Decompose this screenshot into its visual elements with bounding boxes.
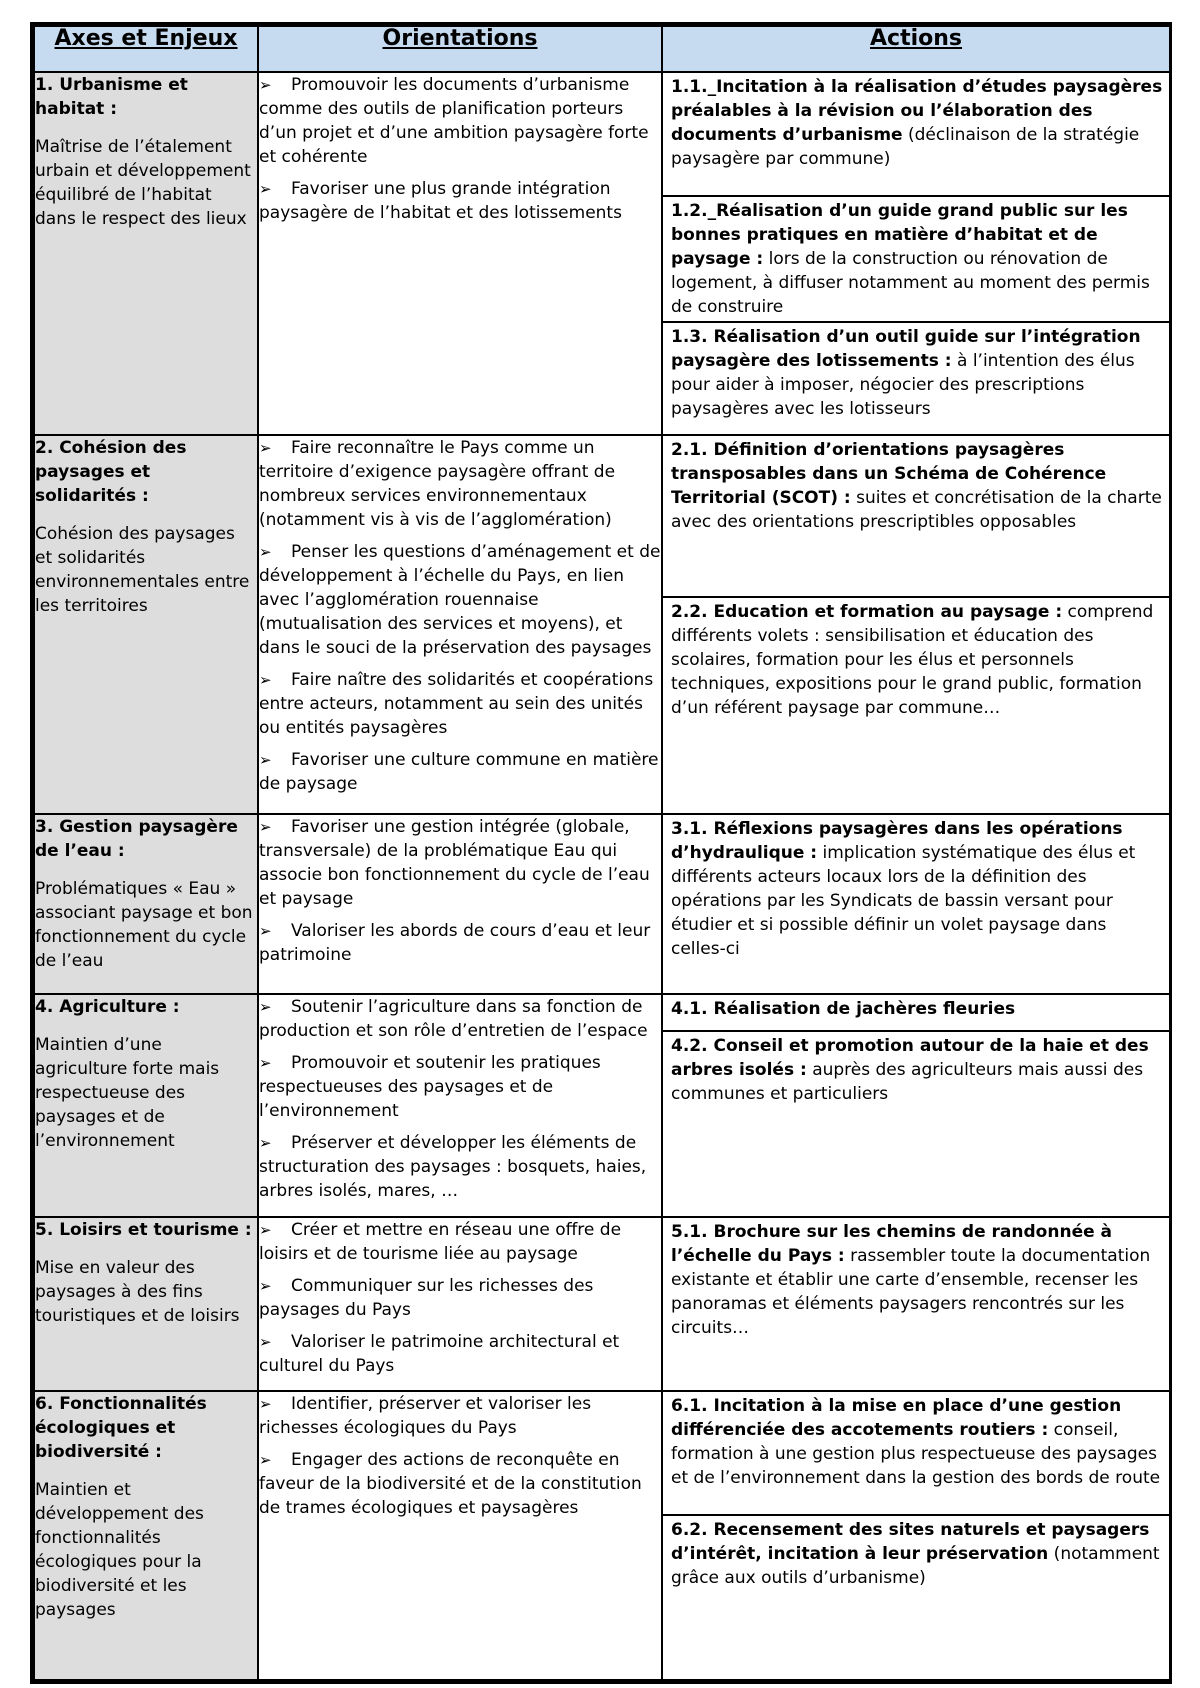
axis-title: 1. Urbanisme et habitat : — [35, 75, 188, 119]
action-title: 1.2._Réalisation d’un guide grand public sur les bonnes pratiques en matière d’habitat et de paysage : — [671, 201, 1128, 269]
orientation-item — [259, 73, 661, 169]
axis-cell — [34, 72, 258, 435]
arrow-bullet-icon: ➢ — [259, 750, 272, 769]
action-detail: auprès des agriculteurs mais aussi des communes et particuliers — [671, 1059, 1144, 1104]
axis-title: 3. Gestion paysagère de l’eau : — [35, 816, 238, 861]
actions-cell — [662, 994, 1170, 1217]
table-row — [34, 1391, 1170, 1680]
header-orientations: Orientations — [258, 26, 662, 72]
header-row — [34, 26, 1170, 72]
axis-cell — [34, 1217, 258, 1391]
axis-description: Maîtrise de l’étalement urbain et développement équilibré de l’habitat dans le respect des lieux — [35, 137, 251, 229]
arrow-bullet-icon: ➢ — [259, 1053, 272, 1072]
orientation-item — [259, 1448, 661, 1520]
action-detail: à l’intention des élus pour aider à imposer, négocier des prescriptions paysagères avec les lotisseurs — [671, 351, 1135, 419]
orientation-item — [259, 1274, 661, 1322]
orientation-item — [259, 540, 661, 660]
orientation-item — [259, 668, 661, 740]
orientation-item — [259, 995, 661, 1043]
axis-title: 4. Agriculture : — [35, 996, 180, 1017]
orientation-item — [259, 919, 661, 967]
header-actions: Actions — [662, 26, 1170, 72]
orientation-item — [259, 1131, 661, 1203]
action-detail: lors de la construction ou rénovation de logement, à diffuser notamment au moment des permis de construire — [671, 249, 1150, 317]
action-title: 6.2. Recensement des sites naturels et paysagers d’intérêt, incitation à leur préservation — [671, 1520, 1150, 1565]
action-title: 4.2. Conseil et promotion autour de la haie et des arbres isolés : — [671, 1035, 1149, 1080]
actions-cell — [662, 1217, 1170, 1391]
action-title: 1.1._Incitation à la réalisation d’études paysagères préalables à la révision ou l’élaboration des documents d’urbanisme — [671, 77, 1163, 145]
table-row — [34, 435, 1170, 814]
table-row — [34, 814, 1170, 994]
orientations-cell — [258, 1217, 662, 1391]
orientation-text: Favoriser une culture commune en matière de paysage — [259, 749, 659, 794]
orientation-item — [259, 1051, 661, 1123]
orientation-text: Faire naître des solidarités et coopérations entre acteurs, notamment au sein des unités ou entités paysagères — [259, 669, 654, 738]
axis-cell — [34, 1391, 258, 1680]
arrow-bullet-icon: ➢ — [259, 1451, 272, 1470]
action-item — [663, 1392, 1169, 1516]
action-title: 3.1. Réflexions paysagères dans les opérations d’hydraulique : — [671, 818, 1123, 863]
orientation-text: Préserver et développer les éléments de structuration des paysages : bosquets, haies, arbres isolés, mares, … — [259, 1132, 647, 1201]
action-item — [663, 1032, 1169, 1201]
arrow-bullet-icon: ➢ — [259, 542, 272, 561]
axis-description: Mise en valeur des paysages à des fins touristiques et de loisirs — [35, 1258, 240, 1327]
axis-title: 6. Fonctionnalités écologiques et biodiversité : — [35, 1394, 207, 1463]
orientation-text: Engager des actions de reconquête en faveur de la biodiversité et de la constitution de trames écologiques et paysagères — [259, 1450, 642, 1519]
action-item — [663, 323, 1169, 425]
axis-description: Cohésion des paysages et solidarités environnementales entre les territoires — [35, 523, 250, 616]
arrow-bullet-icon: ➢ — [259, 76, 272, 94]
orientation-item — [259, 815, 661, 911]
action-item — [663, 1516, 1169, 1672]
action-item — [663, 598, 1169, 782]
arrow-bullet-icon: ➢ — [259, 997, 272, 1016]
axis-description: Problématiques « Eau » associant paysage et bon fonctionnement du cycle de l’eau — [35, 878, 253, 971]
orientation-text: Favoriser une plus grande intégration paysagère de l’habitat et des lotissements — [259, 179, 622, 223]
action-detail: rassembler toute la documentation existante et établir une carte d’ensemble, recenser les panoramas et éléments paysagers rencontrés sur les circuits… — [671, 1246, 1151, 1339]
actions-cell — [662, 72, 1170, 435]
orientation-item — [259, 1330, 661, 1378]
orientation-text: Penser les questions d’aménagement et de développement à l’échelle du Pays, en lien avec l’agglomération rouennaise (mutualisation des services et moyens), et dans le souci de la préservation des paysages — [259, 541, 661, 658]
orientation-item — [259, 177, 661, 225]
action-detail: implication systématique des élus et différents acteurs locaux lors de la définition des opérations par les Syndicats de bassin versant pour étudier et si possible définir un volet paysage dans celles-ci — [671, 842, 1136, 959]
orientation-text: Créer et mettre en réseau une offre de loisirs et de tourisme liée au paysage — [259, 1220, 622, 1265]
landscape-charter-table — [33, 25, 1171, 1681]
axis-description: Maintien et développement des fonctionnalités écologiques pour la biodiversité et les paysages — [35, 1480, 204, 1621]
arrow-bullet-icon: ➢ — [259, 1277, 272, 1296]
axis-cell — [34, 435, 258, 814]
arrow-bullet-icon: ➢ — [259, 1221, 272, 1240]
action-title: 5.1. Brochure sur les chemins de randonnée à l’échelle du Pays : — [671, 1222, 1113, 1267]
orientation-text: Soutenir l’agriculture dans sa fonction de production et son rôle d’entretien de l’espace — [259, 996, 648, 1041]
arrow-bullet-icon: ➢ — [259, 817, 272, 836]
action-detail: (notamment grâce aux outils d’urbanisme) — [671, 1544, 1160, 1589]
action-title: 4.1. Réalisation de jachères fleuries — [671, 998, 1016, 1019]
orientation-text: Communiquer sur les richesses des paysages du Pays — [259, 1276, 594, 1321]
action-item — [663, 436, 1169, 598]
action-detail: comprend différents volets : sensibilisation et éducation des scolaires, formation pour les élus et personnels techniques, expositions pour le grand public, formation d’un référent paysage par commune… — [671, 601, 1154, 718]
table-row — [34, 1217, 1170, 1391]
table-body — [34, 72, 1170, 1680]
table-row — [34, 72, 1170, 435]
orientation-text: Valoriser le patrimoine architectural et culturel du Pays — [259, 1332, 620, 1377]
action-item — [663, 73, 1169, 197]
orientation-item — [259, 1392, 661, 1440]
action-title: 2.2. Education et formation au paysage : — [671, 601, 1063, 622]
actions-cell — [662, 814, 1170, 994]
arrow-bullet-icon: ➢ — [259, 1333, 272, 1352]
action-detail: conseil, formation à une gestion plus respectueuse des paysages et de l’environnement dans la gestion des bords de route — [671, 1420, 1161, 1489]
orientations-cell — [258, 994, 662, 1217]
arrow-bullet-icon: ➢ — [259, 670, 272, 689]
orientation-text: Faire reconnaître le Pays comme un territoire d’exigence paysagère offrant de nombreux services environnementaux (notamment vis à vis de l’agglomération) — [259, 437, 616, 530]
orientations-cell — [258, 1391, 662, 1680]
orientation-text: Valoriser les abords de cours d’eau et leur patrimoine — [259, 920, 651, 965]
orientation-text: Identifier, préserver et valoriser les richesses écologiques du Pays — [259, 1394, 592, 1439]
orientation-text: Promouvoir et soutenir les pratiques respectueuses des paysages et de l’environnement — [259, 1052, 601, 1121]
axis-title: 2. Cohésion des paysages et solidarités : — [35, 437, 187, 506]
action-title: 1.3. Réalisation d’un outil guide sur l’intégration paysagère des lotissements : — [671, 327, 1141, 371]
orientations-cell — [258, 814, 662, 994]
arrow-bullet-icon: ➢ — [259, 921, 272, 940]
action-title: 2.1. Définition d’orientations paysagères transposables dans un Schéma de Cohérence Territorial (SCOT) : — [671, 439, 1107, 508]
actions-cell — [662, 1391, 1170, 1680]
orientation-text: Favoriser une gestion intégrée (globale, transversale) de la problématique Eau qui associe bon fonctionnement du cycle de l’eau et paysage — [259, 816, 650, 909]
actions-cell — [662, 435, 1170, 814]
orientation-item — [259, 748, 661, 796]
document-frame — [30, 22, 1172, 1684]
arrow-bullet-icon: ➢ — [259, 180, 272, 198]
orientation-item — [259, 436, 661, 532]
action-item — [663, 815, 1169, 989]
axis-description: Maintien d’une agriculture forte mais respectueuse des paysages et de l’environnement — [35, 1034, 220, 1151]
arrow-bullet-icon: ➢ — [259, 1133, 272, 1152]
axis-cell — [34, 814, 258, 994]
orientations-cell — [258, 435, 662, 814]
header-axes: Axes et Enjeux — [34, 26, 258, 72]
action-detail: suites et concrétisation de la charte avec des orientations prescriptibles opposables — [671, 487, 1162, 532]
table-row — [34, 994, 1170, 1217]
arrow-bullet-icon: ➢ — [259, 438, 272, 457]
axis-title: 5. Loisirs et tourisme : — [35, 1220, 252, 1241]
arrow-bullet-icon: ➢ — [259, 1395, 272, 1414]
axis-cell — [34, 994, 258, 1217]
action-item — [663, 1218, 1169, 1380]
action-item — [663, 995, 1169, 1032]
action-title: 6.1. Incitation à la mise en place d’une gestion différenciée des accotements routiers : — [671, 1396, 1122, 1441]
orientation-text: Promouvoir les documents d’urbanisme comme des outils de planification porteurs d’un projet et d’une ambition paysagère forte et cohérente — [259, 75, 649, 167]
action-item — [663, 197, 1169, 323]
action-detail: (déclinaison de la stratégie paysagère par commune) — [671, 125, 1140, 169]
orientation-item — [259, 1218, 661, 1266]
orientations-cell — [258, 72, 662, 435]
